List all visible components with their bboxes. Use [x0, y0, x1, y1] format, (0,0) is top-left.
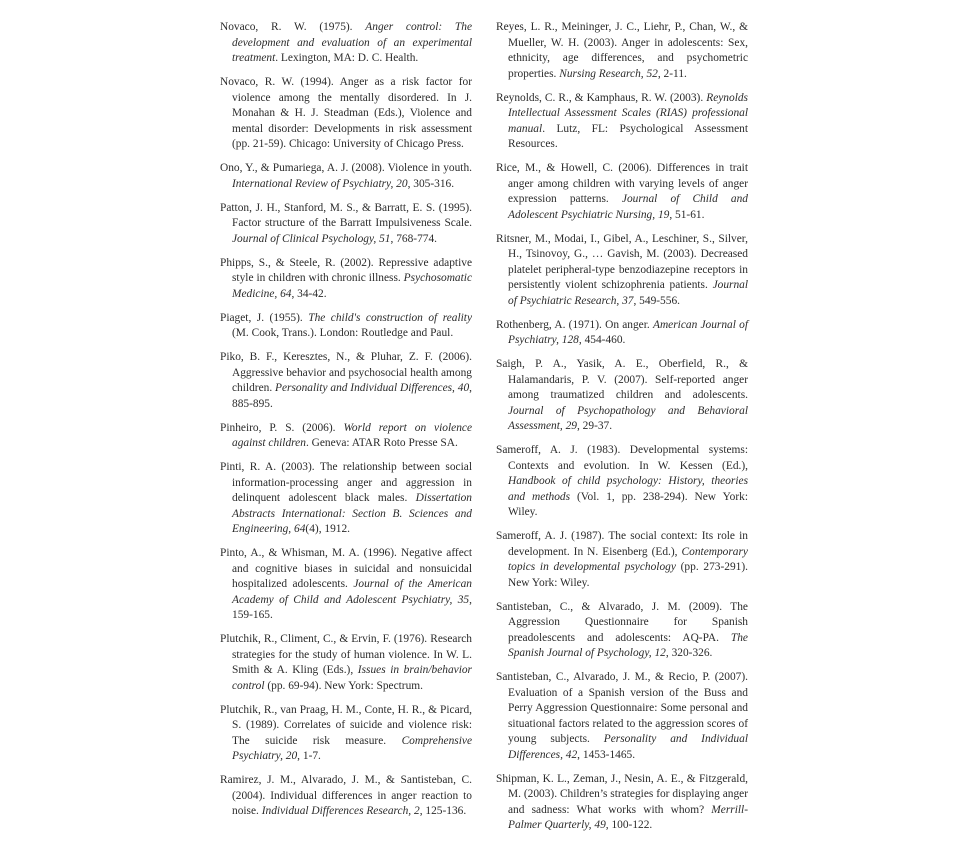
- reference-text: Sameroff, A. J. (1983). Developmental systems: Contexts and evolution. In W. Kessen (Ed.),: [496, 444, 748, 472]
- reference-text: (pp. 273-291). New York: Wiley.: [508, 561, 748, 589]
- reference-text: , 454-460.: [578, 334, 626, 346]
- reference-italic-title: Merrill-Palmer Quarterly, 49: [508, 803, 748, 831]
- reference-italic-title: Journal of Psychiatric Research, 37: [508, 279, 748, 307]
- reference-text: Sameroff, A. J. (1987). The social context: Its role in development. In N. Eisenberg (Ed.),: [496, 530, 748, 558]
- reference-text: (M. Cook, Trans.). London: Routledge and Paul.: [232, 327, 454, 339]
- reference-text: , 549-556.: [633, 294, 680, 307]
- reference-italic-title: Handbook of child psychology: History, theories and methods: [508, 475, 748, 503]
- reference-italic-title: Journal of Child and Adolescent Psychiatric Nursing, 19: [508, 193, 748, 221]
- reference-entry: [496, 232, 748, 310]
- reference-entry: [496, 600, 748, 662]
- reference-italic-title: World report on violence against children: [232, 421, 472, 449]
- reference-text: , 51-61.: [669, 208, 705, 221]
- reference-entry: [496, 670, 748, 763]
- reference-italic-title: Journal of the American Academy of Child and Adolescent Psychiatry, 35: [232, 578, 472, 606]
- reference-text: Plutchik, R., van Praag, H. M., Conte, H. R., & Picard, S. (1989). Correlates of suicide and violence risk: The suicide risk measure.: [220, 703, 472, 747]
- reference-entry: [220, 350, 472, 412]
- reference-italic-title: American Journal of Psychiatry, 128: [508, 318, 748, 346]
- reference-text: (Vol. 1, pp. 238-294). New York: Wiley.: [508, 490, 749, 518]
- reference-text: . Lutz, FL: Psychological Assessment Resources.: [508, 122, 748, 150]
- reference-italic-title: Comprehensive Psychiatry, 20: [232, 734, 472, 762]
- reference-text: Ramirez, J. M., Alvarado, J. M., & Santisteban, C. (2004). Individual differences in anger reaction to noise.: [220, 774, 472, 817]
- reference-italic-title: Dissertation Abstracts International: Section B. Sciences and Engineering, 64: [232, 492, 472, 535]
- reference-entry: [496, 443, 748, 521]
- reference-italic-title: Personality and Individual Differences, 42: [508, 733, 748, 761]
- reference-text: Rothenberg, A. (1971). On anger.: [496, 318, 653, 331]
- reference-text: Pinto, A., & Whisman, M. A. (1996). Negative affect and cognitive biases in suicidal and nonsuicidal hospitalized adolescents.: [220, 547, 472, 590]
- reference-text: , 305-316.: [407, 177, 455, 190]
- reference-entry: [496, 161, 748, 223]
- reference-text: , 1453-1465.: [577, 748, 636, 761]
- reference-text: Pinti, R. A. (2003). The relationship between social information-processing anger and aggression in delinquent adolescent black males.: [220, 461, 472, 504]
- reference-italic-title: Reynolds Intellectual Assessment Scales (RIAS) professional manual: [508, 91, 748, 135]
- reference-text: Santisteban, C., & Alvarado, J. M. (2009). The Aggression Questionnaire for Spanish preadolescents and adolescents: AQ-PA.: [496, 600, 748, 644]
- reference-text: . Lexington, MA: D. C. Health.: [275, 52, 419, 64]
- reference-text: Pinheiro, P. S. (2006).: [220, 421, 344, 434]
- reference-text: Santisteban, C., Alvarado, J. M., & Recio, P. (2007). Evaluation of a Spanish version of the Buss and Perry Aggression Questionnaire: Some personal and situational factors related to the aggression scores of young subjects.: [496, 671, 748, 745]
- reference-text: (4), 1912.: [305, 523, 351, 535]
- reference-text: Reyes, L. R., Meininger, J. C., Liehr, P., Chan, W., & Mueller, W. H. (2003). Anger in adolescents: Sex, ethnicity, age differences, and psychometric properties.: [496, 21, 748, 80]
- reference-entry: [220, 421, 472, 452]
- reference-entry: [220, 632, 472, 694]
- reference-entry: [496, 91, 748, 153]
- reference-entry: [496, 20, 748, 82]
- reference-text: Piko, B. F., Keresztes, N., & Pluhar, Z. F. (2006). Aggressive behavior and psychosocial health among children.: [220, 351, 472, 394]
- reference-entry: [220, 311, 472, 342]
- reference-text: , 100-122.: [605, 819, 653, 831]
- reference-italic-title: Personality and Individual Differences, 40: [275, 382, 470, 394]
- reference-entry: [220, 161, 472, 192]
- reference-italic-title: Journal of Psychopathology and Behavioral Assessment, 29: [508, 404, 748, 432]
- reference-entry: [220, 75, 472, 153]
- reference-text: Reynolds, C. R., & Kamphaus, R. W. (2003).: [496, 91, 707, 104]
- reference-italic-title: Anger control: The development and evaluation of an experimental treatment: [232, 21, 472, 64]
- reference-text: Phipps, S., & Steele, R. (2002). Repressive adaptive style in children with chronic illness.: [220, 256, 472, 284]
- reference-text: , 1-7.: [297, 750, 321, 762]
- reference-italic-title: Contemporary topics in developmental psychology: [508, 545, 748, 573]
- reference-text: Shipman, K. L., Zeman, J., Nesin, A. E., & Fitzgerald, M. (2003). Children’s strategies for displaying anger and sadness: What works with whom?: [496, 772, 748, 816]
- reference-italic-title: Psychosomatic Medicine, 64: [232, 272, 472, 300]
- reference-text: Novaco, R. W. (1994). Anger as a risk factor for violence among the mentally disordered. In J. Monahan & H. J. Steadman (Eds.), Violence and mental disorder: Developments in risk assessment (pp. 21-59). Chicago: University of Chicago Press.: [220, 76, 472, 150]
- reference-italic-title: International Review of Psychiatry, 20: [232, 177, 408, 190]
- reference-italic-title: Issues in brain/behavior control: [232, 664, 472, 692]
- reference-text: (pp. 69-94). New York: Spectrum.: [264, 679, 423, 692]
- reference-text: , 34-42.: [291, 287, 327, 300]
- reference-text: , 320-326.: [665, 647, 713, 659]
- reference-text: Plutchik, R., Climent, C., & Ervin, F. (1976). Research strategies for the study of human violence. In W. L. Smith & A. Kling (Eds.),: [220, 633, 472, 676]
- reference-text: , 768-774.: [390, 232, 438, 245]
- reference-text: Rice, M., & Howell, C. (2006). Differences in trait anger among children with varying levels of anger expression patterns.: [496, 162, 748, 205]
- reference-column-right: [496, 20, 748, 842]
- reference-italic-title: The Spanish Journal of Psychology, 12: [508, 631, 748, 659]
- reference-italic-title: Nursing Research, 52: [559, 67, 658, 80]
- reference-text: Novaco, R. W. (1975).: [220, 21, 366, 33]
- reference-italic-title: Journal of Clinical Psychology, 51: [232, 232, 391, 245]
- reference-italic-title: The child's construction of reality: [308, 311, 472, 324]
- reference-entry: [220, 703, 472, 765]
- reference-text: , 2-11.: [657, 67, 687, 80]
- reference-text: . Geneva: ATAR Roto Presse SA.: [305, 437, 458, 449]
- reference-column-left: [220, 20, 472, 828]
- reference-entry: [220, 256, 472, 303]
- reference-entry: [220, 201, 472, 248]
- reference-text: , 885-895.: [232, 382, 473, 410]
- reference-entry: [220, 460, 472, 538]
- reference-entry: [496, 529, 748, 591]
- reference-text: , 29-37.: [576, 420, 613, 432]
- reference-entry: [496, 357, 748, 435]
- reference-entry: [220, 773, 472, 820]
- reference-text: , 125-136.: [419, 805, 467, 817]
- reference-text: Piaget, J. (1955).: [220, 311, 309, 324]
- reference-entry: [496, 318, 748, 349]
- reference-text: Ono, Y., & Pumariega, A. J. (2008). Violence in youth.: [220, 162, 472, 174]
- reference-entry: [220, 546, 472, 624]
- reference-text: Ritsner, M., Modai, I., Gibel, A., Leschiner, S., Silver, H., Tsinovoy, G., … Gavish, M. (2003). Decreased platelet peripheral-type benzodiazepine receptors in persistently violent schizophrenia patients.: [496, 232, 748, 291]
- reference-text: , 159-165.: [232, 593, 472, 621]
- reference-text: Patton, J. H., Stanford, M. S., & Barratt, E. S. (1995). Factor structure of the Barratt Impulsiveness Scale.: [220, 201, 472, 229]
- reference-entry: [496, 772, 748, 834]
- reference-italic-title: Individual Differences Research, 2: [261, 805, 420, 817]
- reference-text: Saigh, P. A., Yasik, A. E., Oberfield, R., & Halamandaris, P. V. (2007). Self-reported anger among traumatized children and adolescents.: [496, 358, 748, 401]
- reference-entry: [220, 20, 472, 67]
